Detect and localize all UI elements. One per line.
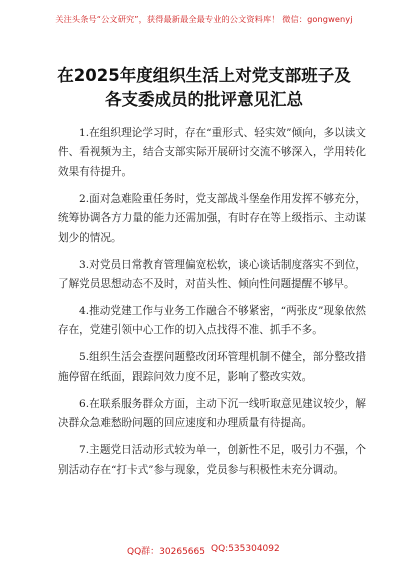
qq-group-text: QQ群：30265665 (127, 547, 205, 557)
title-line-2: 各支委成员的批评意见汇总 (105, 90, 303, 109)
qq-text: QQ:535304092 (211, 544, 280, 554)
header-notice: 关注头条号“公文研究”，获得最新最全最专业的公文资料库！ 微信：gongwenyj (55, 14, 353, 24)
paragraph-4: 4.推动党建工作与业务工作融合不够紧密，“两张皮”现象依然存在，党建引领中心工作的切入点找得不准、抓手不多。 (58, 305, 366, 337)
document-body (58, 124, 366, 488)
paragraph-7: 7.主题党日活动形式较为单一，创新性不足，吸引力不强，个别活动存在“打卡式”参与现象，党员参与积极性未充分调动。 (58, 444, 366, 476)
document-title (0, 64, 408, 112)
paragraph-3: 3.对党员日常教育管理偏宽松软，谈心谈话制度落实不到位，了解党员思想动态不及时，对苗头性、倾向性问题提醒不够早。 (58, 258, 366, 291)
paragraph-6: 6.在联系服务群众方面，主动下沉一线听取意见建议较少，解决群众急难愁盼问题的回应速度和办理质量有待提高。 (58, 397, 366, 430)
paragraph-5: 5.组织生活会查摆问题整改闭环管理机制不健全，部分整改措施停留在纸面，跟踪问效力度不足，影响了整改实效。 (58, 351, 366, 383)
paragraph-1: 1.在组织理论学习时，存在“重形式、轻实效”倾向，多以读文件、看视频为主，结合支部实际开展研讨交流不够深入，学用转化效果有待提升。 (58, 127, 366, 178)
title-line-1: 在2025年度组织生活上对党支部班子及 (57, 66, 351, 85)
paragraph-2: 2.面对急难险重任务时，党支部战斗堡垒作用发挥不够充分，统筹协调各方力量的能力还需加强，有时存在等上级指示、主动谋划少的情况。 (58, 192, 366, 244)
